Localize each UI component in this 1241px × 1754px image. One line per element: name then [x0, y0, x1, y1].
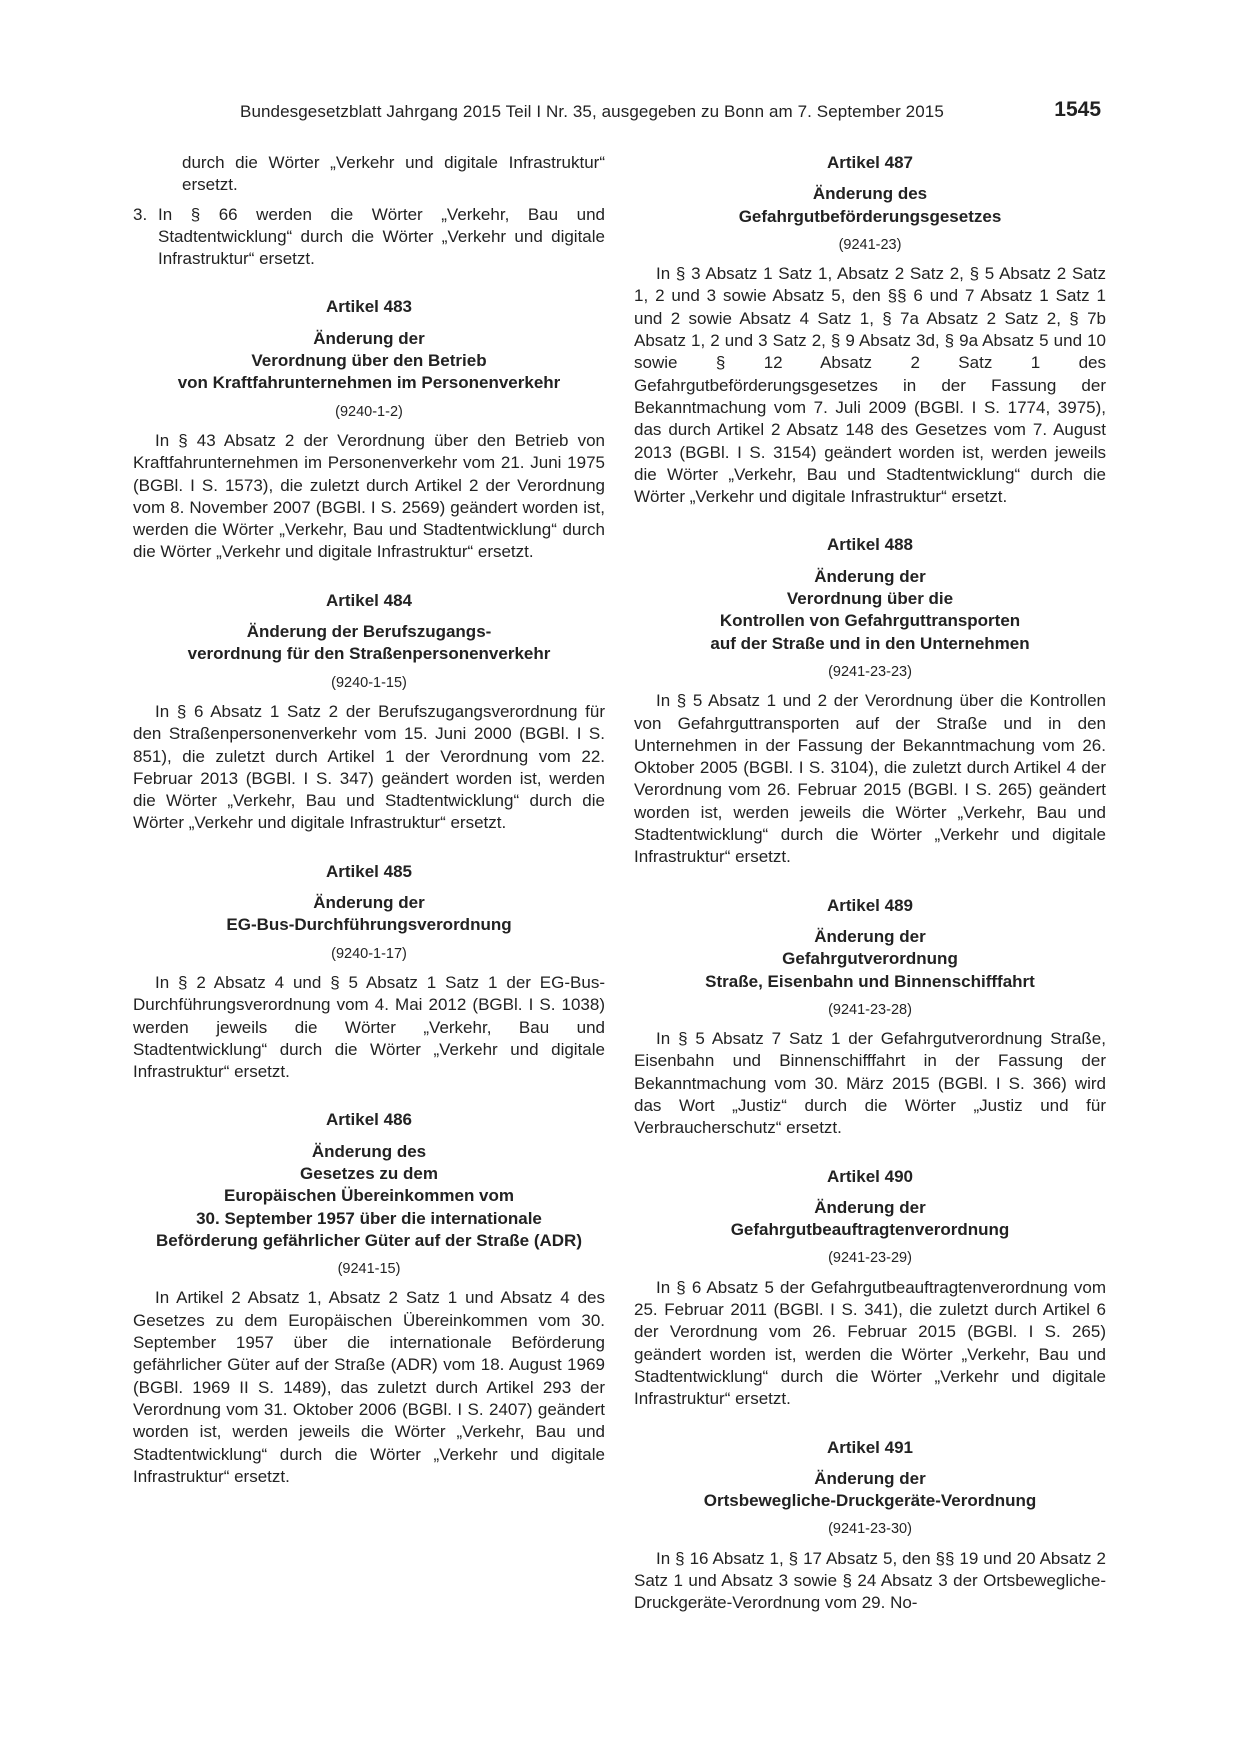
left-articles [133, 296, 605, 1488]
article-heading [634, 926, 1106, 993]
article-heading [634, 1468, 1106, 1513]
article-body: In Artikel 2 Absatz 1, Absatz 2 Satz 1 und Absatz 4 des Gesetzes zu dem Europäischen Übereinkommen vom 30. September 1957 über die internationale Beförderung gefährlicher Güter auf der Straße (ADR) vom 18. August 1969 (BGBl. 1969 II S. 1489), das zuletzt durch Artikel 293 der Verordnung vom 31. Oktober 2006 (BGBl. I S. 2407) geändert worden ist, werden jeweils die Wörter „Verkehr, Bau und Stadtentwicklung“ durch die Wörter „Verkehr und digitale Infrastruktur“ ersetzt. [133, 1288, 605, 1486]
article-section [133, 590, 605, 835]
article-heading [634, 1197, 1106, 1242]
fna-reference: (9241-23-30) [828, 1521, 912, 1538]
article-heading-line: EG-Bus-Durchführungsverordnung [226, 915, 512, 935]
article-heading-line: Verordnung über die [786, 589, 954, 609]
article-heading [133, 892, 605, 937]
article-number: Artikel 489 [827, 895, 913, 915]
continuation-text: durch die Wörter „Verkehr und digitale Infrastruktur“ ersetzt. [182, 153, 605, 195]
fna-reference: (9240-1-17) [331, 945, 407, 962]
article-body: In § 3 Absatz 1 Satz 1, Absatz 2 Satz 2, § 5 Absatz 2 Satz 1, 2 und 3 sowie Absatz 5, den §§ 6 und 7 Absatz 1 Satz 1 und 2 sowie Absatz 4 Satz 1, § 7a Absatz 2 Satz 2, § 7b Absatz 1, 2 und 3 Satz 2, § 9 Absatz 3d, § 9a Absatz 5 und 10 sowie § 12 Absatz 2 Satz 1 des Gefahrgutbeförderungsgesetzes in der Fassung der Bekanntmachung vom 7. Juli 2009 (BGBl. I S. 1774, 3975), das durch Artikel 2 Absatz 148 des Gesetzes vom 7. August 2013 (BGBl. I S. 3154) geändert worden ist, werden jeweils die Wörter „Verkehr, Bau und Stadtentwicklung“ durch die Wörter „Verkehr und digitale Infrastruktur“ ersetzt. [634, 264, 1106, 507]
article-heading-line: Straße, Eisenbahn und Binnenschifffahrt [705, 971, 1035, 991]
article-number: Artikel 490 [827, 1166, 913, 1186]
right-column [634, 152, 1106, 1615]
article-section [634, 534, 1106, 868]
article-heading [133, 328, 605, 395]
article-heading-line: Änderung der [313, 893, 425, 913]
article-section [133, 1109, 605, 1488]
fna-reference: (9240-1-2) [335, 403, 403, 420]
list-item-number: 3. [133, 204, 148, 224]
article-section [634, 1166, 1106, 1411]
article-number: Artikel 485 [326, 861, 412, 881]
article-body: In § 6 Absatz 1 Satz 2 der Berufszugangsverordnung für den Straßenpersonenverkehr vom 15. Juni 2000 (BGBl. I S. 851), die zuletzt durch Artikel 1 der Verordnung vom 22. Februar 2013 (BGBl. I S. 347) geändert worden ist, werden die Wörter „Verkehr, Bau und Stadtentwicklung“ durch die Wörter „Verkehr und digitale Infrastruktur“ ersetzt. [133, 701, 605, 833]
article-heading-line: Änderung der [814, 926, 926, 946]
running-title: Bundesgesetzblatt Jahrgang 2015 Teil I Nr. 35, ausgegeben zu Bonn am 7. September 2015 [240, 102, 944, 121]
article-heading-line: Änderung der [814, 566, 926, 586]
article-heading-line: Gefahrgutbeauftragtenverordnung [730, 1220, 1010, 1240]
article-heading-line: Gefahrgutbeförderungsgesetzes [738, 206, 1002, 226]
fna-reference: (9241-15) [337, 1261, 401, 1278]
article-heading-line: Änderung der [814, 1468, 926, 1488]
article-body: In § 5 Absatz 7 Satz 1 der Gefahrgutverordnung Straße, Eisenbahn und Binnenschifffahrt in der Fassung der Bekanntmachung vom 30. März 2015 (BGBl. I S. 366) wird das Wort „Justiz“ durch die Wörter „Justiz und für Verbraucherschutz“ ersetzt. [634, 1029, 1106, 1138]
article-heading-line: Änderung der Berufszugangs- [246, 622, 492, 642]
article-section [634, 895, 1106, 1140]
article-number: Artikel 484 [326, 590, 412, 610]
article-heading-line: Änderung des [311, 1141, 427, 1161]
article-body: In § 2 Absatz 4 und § 5 Absatz 1 Satz 1 der EG-Bus-Durchführungsverordnung vom 4. Mai 2012 (BGBl. I S. 1038) werden jeweils die Wörter „Verkehr, Bau und Stadtentwicklung“ durch die Wörter „Verkehr und digitale Infrastruktur“ ersetzt. [133, 972, 605, 1082]
article-body: In § 43 Absatz 2 der Verordnung über den Betrieb von Kraftfahrunternehmen im Personenverkehr vom 21. Juni 1975 (BGBl. I S. 1573), die zuletzt durch Artikel 2 der Verordnung vom 8. November 2007 (BGBl. I S. 2569) geändert worden ist, werden die Wörter „Verkehr, Bau und Stadtentwicklung“ durch die Wörter „Verkehr und digitale Infrastruktur“ ersetzt. [133, 430, 605, 562]
article-heading-line: Gesetzes zu dem [300, 1163, 438, 1183]
article-heading-line: von Kraftfahrunternehmen im Personenverkehr [177, 373, 561, 393]
article-heading-line: Änderung des [812, 184, 928, 204]
article-section [634, 1437, 1106, 1615]
list-item-text: In § 66 werden die Wörter „Verkehr, Bau und Stadtentwicklung“ durch die Wörter „Verkehr und digitale Infrastruktur“ ersetzt. [158, 204, 605, 269]
article-heading-line: Kontrollen von Gefahrguttransporten [719, 611, 1021, 631]
article-heading [133, 1141, 605, 1252]
article-heading-line: Ortsbewegliche-Druckgeräte-Verordnung [703, 1491, 1037, 1511]
article-heading [133, 621, 605, 666]
article-heading-line: Änderung der [814, 1197, 926, 1217]
fna-reference: (9241-23-29) [828, 1250, 912, 1267]
list-item-3 [133, 204, 605, 271]
fna-reference: (9241-23-28) [828, 1001, 912, 1018]
article-heading [634, 566, 1106, 655]
left-column [133, 152, 605, 1488]
article-section [133, 861, 605, 1084]
article-heading-line: Gefahrgutverordnung [782, 949, 958, 969]
article-heading-line: Änderung der [313, 328, 425, 348]
article-body: In § 5 Absatz 1 und 2 der Verordnung über die Kontrollen von Gefahrguttransporten auf der Straße und in den Unternehmen in der Fassung der Bekanntmachung vom 26. Oktober 2005 (BGBl. I S. 3104), die zuletzt durch Artikel 4 der Verordnung vom 26. Februar 2015 (BGBl. I S. 265) geändert worden ist, werden jeweils die Wörter „Verkehr, Bau und Stadtentwicklung“ durch die Wörter „Verkehr und digitale Infrastruktur“ ersetzt. [634, 691, 1106, 867]
article-heading-line: 30. September 1957 über die internationale [196, 1208, 542, 1228]
page-header [240, 98, 1101, 128]
fna-reference: (9241-23) [838, 236, 902, 253]
article-section [634, 152, 1106, 508]
article-body: In § 16 Absatz 1, § 17 Absatz 5, den §§ 19 und 20 Absatz 2 Satz 1 und Absatz 3 sowie § 24 Absatz 3 der Ortsbewegliche-Druckgeräte-Verordnung vom 29. No- [634, 1548, 1106, 1613]
article-heading-line: auf der Straße und in den Unternehmen [710, 633, 1030, 653]
page-number: 1545 [1054, 98, 1101, 121]
article-body: In § 6 Absatz 5 der Gefahrgutbeauftragtenverordnung vom 25. Februar 2011 (BGBl. I S. 341), die zuletzt durch Artikel 6 der Verordnung vom 26. Februar 2015 (BGBl. I S. 265) geändert worden ist, werden die Wörter „Verkehr, Bau und Stadtentwicklung“ durch die Wörter „Verkehr und digitale Infrastruktur“ ersetzt. [634, 1277, 1106, 1409]
article-heading-line: Beförderung gefährlicher Güter auf der Straße (ADR) [155, 1230, 582, 1250]
article-number: Artikel 491 [827, 1437, 913, 1457]
article-heading [634, 183, 1106, 228]
fna-reference: (9240-1-15) [331, 674, 407, 691]
article-number: Artikel 483 [326, 297, 412, 317]
article-heading-line: Verordnung über den Betrieb [251, 351, 487, 371]
right-articles [634, 152, 1106, 1615]
article-number: Artikel 486 [326, 1110, 412, 1130]
article-number: Artikel 488 [827, 535, 913, 555]
article-section [133, 296, 605, 563]
fna-reference: (9241-23-23) [828, 663, 912, 680]
article-heading-line: Europäischen Übereinkommen vom [223, 1186, 515, 1206]
article-heading-line: verordnung für den Straßenpersonenverkehr [187, 644, 551, 664]
article-number: Artikel 487 [827, 153, 913, 172]
